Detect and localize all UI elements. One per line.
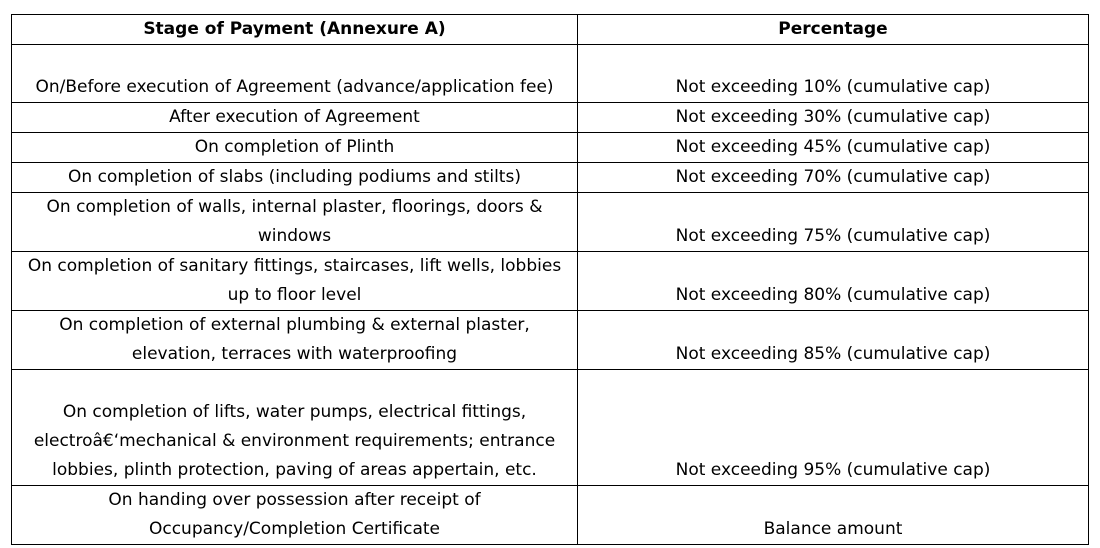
percentage-cell: Not exceeding 85% (cumulative cap) [578, 311, 1089, 370]
table-row [12, 311, 1089, 370]
stage-cell: On/Before execution of Agreement (advance/application fee) [12, 45, 578, 103]
table-row [12, 193, 1089, 252]
percentage-cell: Not exceeding 95% (cumulative cap) [578, 370, 1089, 486]
table-row [12, 103, 1089, 133]
table-row [12, 45, 1089, 103]
table-row [12, 252, 1089, 311]
percentage-cell: Balance amount [578, 486, 1089, 545]
stage-cell: On completion of slabs (including podiums and stilts) [12, 163, 578, 193]
percentage-cell: Not exceeding 80% (cumulative cap) [578, 252, 1089, 311]
stage-cell: On completion of Plinth [12, 133, 578, 163]
payment-schedule-table [11, 14, 1089, 545]
table-row [12, 370, 1089, 486]
table-row [12, 163, 1089, 193]
table-row [12, 133, 1089, 163]
table-row [12, 486, 1089, 545]
stage-cell: After execution of Agreement [12, 103, 578, 133]
percentage-cell: Not exceeding 10% (cumulative cap) [578, 45, 1089, 103]
header-stage: Stage of Payment (Annexure A) [12, 15, 578, 45]
header-percentage: Percentage [578, 15, 1089, 45]
stage-cell: On completion of sanitary fittings, staircases, lift wells, lobbies up to floor level [12, 252, 578, 311]
percentage-cell: Not exceeding 70% (cumulative cap) [578, 163, 1089, 193]
stage-cell: On completion of walls, internal plaster, floorings, doors & windows [12, 193, 578, 252]
percentage-cell: Not exceeding 75% (cumulative cap) [578, 193, 1089, 252]
stage-cell: On completion of lifts, water pumps, electrical fittings, electroâ€‘mechanical & environment requirements; entrance lobbies, plinth protection, paving of areas appertain, etc. [12, 370, 578, 486]
stage-cell: On completion of external plumbing & external plaster, elevation, terraces with waterproofing [12, 311, 578, 370]
stage-cell: On handing over possession after receipt of Occupancy/Completion Certificate [12, 486, 578, 545]
percentage-cell: Not exceeding 30% (cumulative cap) [578, 103, 1089, 133]
header-row [12, 15, 1089, 45]
percentage-cell: Not exceeding 45% (cumulative cap) [578, 133, 1089, 163]
